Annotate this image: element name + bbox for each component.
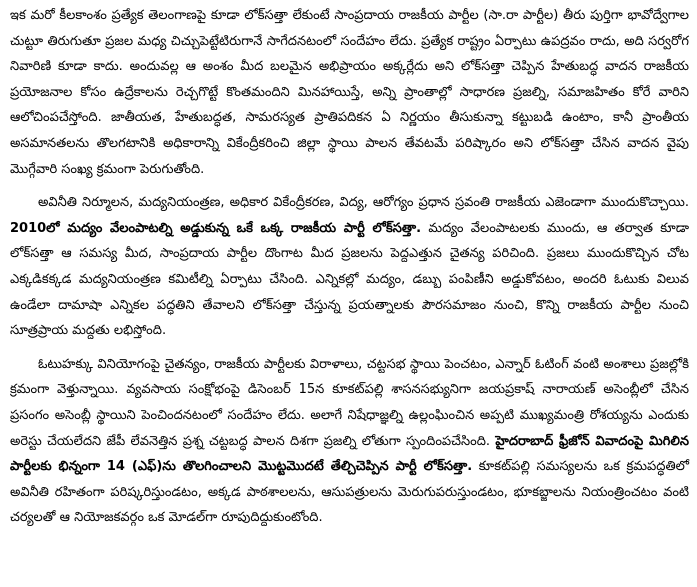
bold-highlight-text: హైదరాబాద్ ఫ్రీజోన్ వివాదంపై మిగిలిన పార్టీలకు భిన్నంగా 14 (ఎఫ్)ను తొలగించాలని మొట్టమొదటే తేల్చిచెప్పిన పార్టీ లోక్‌సత్తా. [10,433,689,475]
paragraph-text: ఓటుహక్కు వినియోగంపై చైతన్యం, రాజకీయ పార్టీలకు విరాళాలు, చట్టసభ స్థాయి పెంచటం, ఎన్నార్ ఓటింగ్ వంటి అంశాలు ప్రజల్లోకి క్రమంగా వెళ్తున్నాయి. వ్యవసాయ సంక్షోభంపై డిసెంబర్ 15న కూకట్‌పల్లి శాసనసభ్యునిగా జయప్రకాష్ నారాయణ్ అసెంబ్లీలో చేసిన ప్రసంగం అసెంబ్లీ స్థాయిని పెంచిందనటంలో సందేహం లేదు. అలాగే నిషేధాజ్ఞల్ని ఉల్లంఘించిన అప్పటి ముఖ్యమంత్రి రోశయ్యను ఎందుకు అరెస్టు చేయలేదని జేపీ లేవనెత్తిన ప్రశ్న చట్టబద్ధ పాలన దిశగా ప్రజల్ని లోతుగా స్పందింపచేసింది. [10,356,689,449]
paragraph-text: కూకట్‌పల్లి సమస్యలను ఒక క్రమపద్ధతిలో అవినీతి రహితంగా పరిష్కరిస్తుండటం, అక్కడ పాఠశాలలను, ఆసుపత్రులను మెరుగుపరుస్తుండటం, భూకబ్జాలను నియంత్రించటం వంటి చర్యలతో ఆ నియోజకవర్గం ఒక మోడల్‌గా రూపుదిద్దుకుంటోంది. [10,459,689,526]
paragraph-text: ఇక మరో కీలకాంశం ప్రత్యేక తెలంగాణపై కూడా లోక్‌సత్తా లేకుంటే సాంప్రదాయ రాజకీయ పార్టీల (సా.రా పార్టీల) తీరు పుర్తిగా భావోద్వేగాల చుట్టూ తిరుగుతూ ప్రజల మధ్య చిచ్చుపెట్టేటిరుగానే సాగేదనటంలో సందేహం లేదు. ప్రత్యేక రాష్ట్రం ఏర్పాటు ఉపద్రవం రాదు, అది సర్వరోగ నివారిణి కూడా కాదు. అందువల్ల ఆ అంశం మీద బలమైన అభిప్రాయం అక్కర్లేదు అని లోక్‌సత్తా చెప్పిన హేతుబద్ధ వాదన రాజకీయ ప్రయోజనాల కోసం ఉద్రేకాలను రెచ్చగొట్టే కొంతమందిని మినహాయిస్తే, అన్ని ప్రాంతాల్లో సాధారణ ప్రజల్ని, సమాజహితం కోరే వారిని ఆలోచింపచేస్తోంది. జాతీయత, హేతుబద్ధత, సామరస్యత ప్రాతిపదికన ఏ నిర్ణయం తీసుకున్నా కట్టుబడి ఉంటాం, కానీ ప్రాంతీయ అసమానతలను తొలగటానికి అధికారాన్ని వికేంద్రీకరించి జిల్లా స్థాయి పాలన తేవటమే పరిష్కారం అని లోక్‌సత్తా చేసిన వాదన వైపు మొగ్గేవారి సంఖ్య క్రమంగా పెరుగుతోంది. [10,8,689,177]
paragraph-liquor-control [10,190,689,344]
paragraph-telangana [10,3,689,182]
paragraph-text: మద్యం వేలంపాటలకు ముందు, ఆ తర్వాత కూడా లోక్‌సత్తా ఆ సమస్య మీద, సాంప్రదాయ పార్టీల దొంగాట మీద ప్రజలను పెద్దఎత్తున చైతన్య పరిచింది. ప్రజలు ముందుకొచ్చిన చోట ఎక్కడికక్కడ మద్యనియంత్రణ కమిటీల్ని ఏర్పాటు చేసింది. ఎన్నికల్లో మద్యం, డబ్బు పంపిణీని అడ్డుకోవటం, అందరి ఓటుకు విలువ ఉండేలా దామాషా ఎన్నికల పద్ధతిని తేవాలని లోక్‌సత్తా చేస్తున్న ప్రయత్నాలకు పౌరసమాజం నుంచి, కొన్ని రాజకీయ పార్టీల నుంచి సూత్రప్రాయ మద్దతు లభిస్తోంది. [10,220,689,339]
paragraph-text: అవినీతి నిర్మూలన, మద్యనియంత్రణ, అధికార వికేంద్రీకరణ, విద్య, ఆరోగ్యం ప్రధాన స్రవంతి రాజకీయ ఎజెండాగా ముందుకొచ్చాయి. [38,195,689,211]
bold-highlight-text: 2010లో మద్యం వేలంపాటల్ని అడ్డుకున్న ఒకే ఒక్క రాజకీయ పార్టీ లోక్‌సత్తా. [10,220,422,236]
paragraph-voting-awareness [10,352,689,531]
